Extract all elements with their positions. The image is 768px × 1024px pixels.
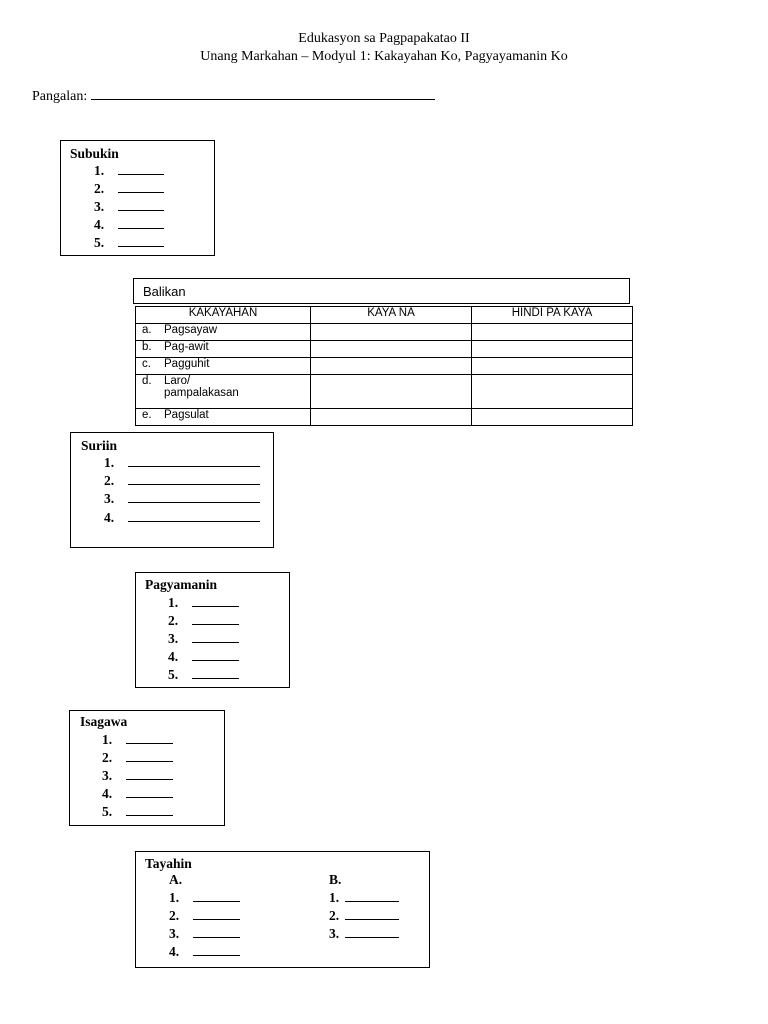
kaya-na-cell[interactable]: [311, 341, 472, 358]
skill-label: Pagsayaw: [164, 324, 218, 336]
name-field: [32, 87, 435, 105]
tayahin-b-item: [329, 926, 399, 942]
column-header-kakayahan: KAKAYAHAN: [136, 307, 311, 324]
item-number: 1.: [102, 732, 113, 747]
answer-blank[interactable]: [128, 510, 260, 522]
answer-blank[interactable]: [118, 199, 164, 211]
answer-blank[interactable]: [193, 890, 240, 902]
item-number: 4.: [94, 217, 105, 232]
pagyamanin-item: [168, 667, 239, 683]
row-letter: d.: [142, 375, 152, 387]
hindi-pa-kaya-cell[interactable]: [472, 341, 633, 358]
row-letter: a.: [142, 324, 152, 336]
answer-blank[interactable]: [193, 908, 240, 920]
answer-blank[interactable]: [118, 217, 164, 229]
hindi-pa-kaya-cell[interactable]: [472, 358, 633, 375]
suriin-item: [104, 473, 260, 489]
answer-blank[interactable]: [126, 804, 173, 816]
kaya-na-cell[interactable]: [311, 375, 472, 409]
item-number: 2.: [329, 908, 340, 923]
item-number: 1.: [168, 595, 179, 610]
tayahin-a-item: [169, 944, 240, 960]
skill-cell: [136, 358, 311, 375]
subukin-box: [60, 140, 215, 256]
balikan-title: Balikan: [143, 284, 186, 299]
answer-blank[interactable]: [126, 750, 173, 762]
kaya-na-cell[interactable]: [311, 409, 472, 426]
skill-label: Pagsulat: [164, 409, 209, 421]
item-number: 2.: [168, 613, 179, 628]
item-number: 5.: [168, 667, 179, 682]
tayahin-box: [135, 851, 430, 968]
item-number: 1.: [329, 890, 340, 905]
header-title: Edukasyon sa Pagpapakatao II: [298, 31, 470, 46]
skill-label: Pag-awit: [164, 341, 209, 353]
column-header-hindi-pa-kaya: HINDI PA KAYA: [472, 307, 633, 324]
subukin-item: [94, 181, 164, 197]
item-number: 3.: [329, 926, 340, 941]
tayahin-title: Tayahin: [145, 856, 192, 871]
suriin-item: [104, 455, 260, 471]
suriin-title: Suriin: [81, 438, 118, 453]
isagawa-item: [102, 786, 173, 802]
table-row: [136, 358, 633, 375]
item-number: 3.: [102, 768, 113, 783]
isagawa-item: [102, 732, 173, 748]
subukin-item: [94, 199, 164, 215]
tayahin-b-item: [329, 908, 399, 924]
answer-blank[interactable]: [345, 890, 399, 902]
answer-blank[interactable]: [193, 926, 240, 938]
item-number: 2.: [104, 473, 115, 488]
pagyamanin-item: [168, 613, 239, 629]
answer-blank[interactable]: [126, 768, 173, 780]
isagawa-item: [102, 804, 173, 820]
answer-blank[interactable]: [345, 908, 399, 920]
row-letter: c.: [142, 358, 151, 370]
answer-blank[interactable]: [126, 786, 173, 798]
table-row: [136, 375, 633, 409]
item-number: 2.: [94, 181, 105, 196]
balikan-box: [133, 278, 630, 304]
balikan-table: [135, 306, 633, 426]
item-number: 4.: [102, 786, 113, 801]
answer-blank[interactable]: [128, 491, 260, 503]
subukin-item: [94, 217, 164, 233]
item-number: 3.: [104, 491, 115, 506]
subukin-item: [94, 235, 164, 251]
answer-blank[interactable]: [192, 595, 239, 607]
item-number: 3.: [168, 631, 179, 646]
header-subtitle: Unang Markahan – Modyul 1: Kakayahan Ko, Pagyayamanin Ko: [200, 49, 568, 64]
skill-cell: [136, 409, 311, 426]
answer-blank[interactable]: [126, 732, 173, 744]
suriin-item: [104, 510, 260, 526]
item-number: 2.: [169, 908, 180, 923]
hindi-pa-kaya-cell[interactable]: [472, 409, 633, 426]
item-number: 1.: [169, 890, 180, 905]
row-letter: b.: [142, 341, 152, 353]
subukin-title: Subukin: [70, 146, 119, 161]
answer-blank[interactable]: [118, 235, 164, 247]
suriin-item: [104, 491, 260, 507]
isagawa-title: Isagawa: [80, 714, 128, 729]
answer-blank[interactable]: [192, 667, 239, 679]
answer-blank[interactable]: [118, 181, 164, 193]
answer-blank[interactable]: [192, 613, 239, 625]
pagyamanin-title: Pagyamanin: [145, 577, 218, 592]
item-number: 3.: [169, 926, 180, 941]
table-header-row: [136, 307, 633, 324]
tayahin-col-b-label: B.: [329, 872, 342, 887]
skill-cell: [136, 324, 311, 341]
skill-label: Pagguhit: [164, 358, 210, 370]
answer-blank[interactable]: [192, 649, 239, 661]
item-number: 2.: [102, 750, 113, 765]
item-number: 4.: [104, 510, 115, 525]
subukin-item: [94, 163, 164, 179]
table-row: [136, 409, 633, 426]
skill-label: Laro/ pampalakasan: [164, 375, 239, 399]
kaya-na-cell[interactable]: [311, 358, 472, 375]
answer-blank[interactable]: [118, 163, 164, 175]
isagawa-box: [69, 710, 225, 826]
hindi-pa-kaya-cell[interactable]: [472, 375, 633, 409]
item-number: 5.: [102, 804, 113, 819]
tayahin-a-item: [169, 908, 240, 924]
item-number: 1.: [94, 163, 105, 178]
kaya-na-cell[interactable]: [311, 324, 472, 341]
answer-blank[interactable]: [128, 473, 260, 485]
pagyamanin-item: [168, 649, 239, 665]
tayahin-col-a-label: A.: [169, 872, 183, 887]
answer-blank[interactable]: [345, 926, 399, 938]
name-blank-line[interactable]: [91, 87, 435, 100]
isagawa-item: [102, 768, 173, 784]
table-row: [136, 341, 633, 358]
skill-cell: [136, 375, 311, 409]
item-number: 4.: [169, 944, 180, 959]
column-header-kaya-na: KAYA NA: [311, 307, 472, 324]
item-number: 4.: [168, 649, 179, 664]
table-row: [136, 324, 633, 341]
tayahin-b-item: [329, 890, 399, 906]
pagyamanin-item: [168, 595, 239, 611]
hindi-pa-kaya-cell[interactable]: [472, 324, 633, 341]
suriin-box: [70, 432, 274, 548]
answer-blank[interactable]: [193, 944, 240, 956]
tayahin-a-item: [169, 890, 240, 906]
isagawa-item: [102, 750, 173, 766]
item-number: 1.: [104, 455, 115, 470]
answer-blank[interactable]: [128, 455, 260, 467]
name-label: Pangalan:: [32, 89, 88, 104]
row-letter: e.: [142, 409, 152, 421]
item-number: 3.: [94, 199, 105, 214]
answer-blank[interactable]: [192, 631, 239, 643]
item-number: 5.: [94, 235, 105, 250]
pagyamanin-box: [135, 572, 290, 688]
skill-cell: [136, 341, 311, 358]
tayahin-a-item: [169, 926, 240, 942]
pagyamanin-item: [168, 631, 239, 647]
